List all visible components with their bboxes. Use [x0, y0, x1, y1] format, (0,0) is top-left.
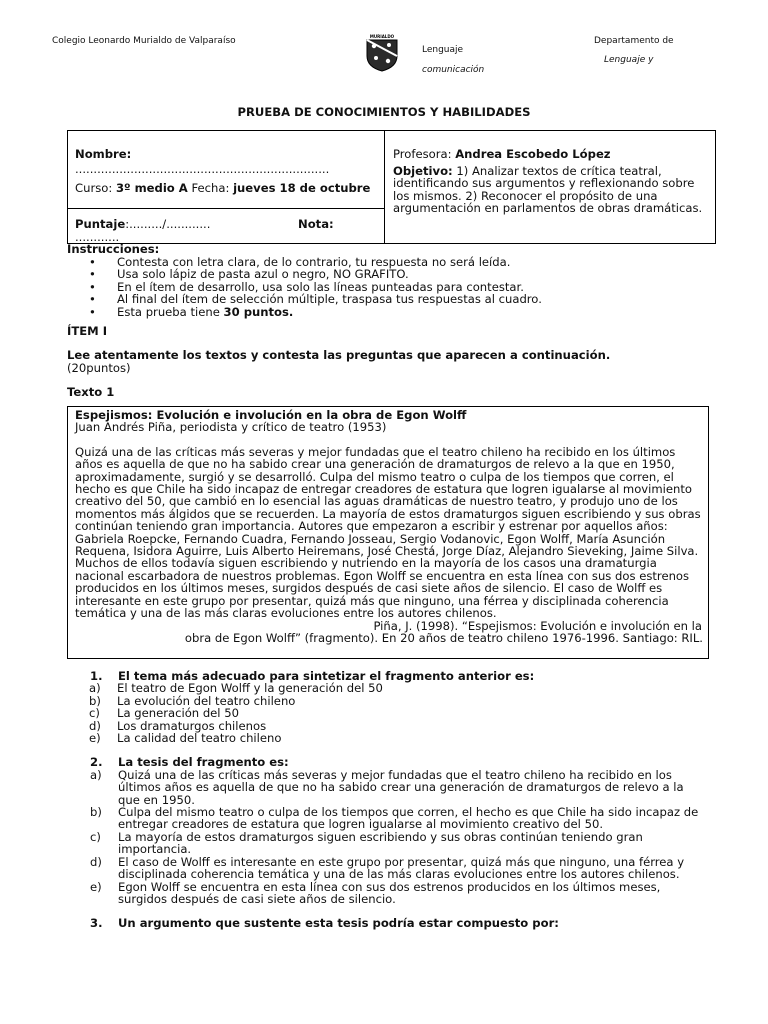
text1-body: Quizá una de las críticas más severas y mejor fundadas que el teatro chileno ha recibido en los últimos años es aquella de que no ha sabido crear una generación de dramaturgos de relevo a la que en 1950, aproximadamente, surgió y se desarrolló. Culpa del mismo teatro o culpa de los tiempos que corren, el hecho es que Chile ha sido incapaz de entregar creadores de estatura que logren igualarse al movimiento creativo del 50, que cambió en lo esencial las aguas dramáticas de nuestro teatro, y produjo uno de los momentos más álgidos que se recuerden. La mayoría de estos dramaturgos siguen escribiendo y sus obras continúan teniendo gran importancia. Autores que empezaron a escribir y estrenar por aquellos años: Gabriela Roepcke, Fernando Cuadra, Fernando Josseau, Sergio Vodanovic, Egon Wolff, María Asunción Requena, Isidora Aguirre, Luis Alberto Heiremans, José Chestá, Jorge Díaz, Alejandro Sieveking, Jaime Silva. Muchos de ellos todavía siguen escribiendo y nutriendo en la mayoría de los casos una dramaturgia nacional escarbadora de nuestros problemas. Egon Wolff se encuentra en esta línea con sus dos estrenos producidos en los últimos meses, surgidos después de casi siete años de silencio. El caso de Wolff es interesante en este grupo por presentar, quizá más que ninguno, una férrea y disciplinada coherencia temática y una de las más claras evoluciones entre los autores chilenos.: [75, 444, 701, 621]
puntaje-field[interactable]: :........./............: [125, 217, 211, 231]
fecha-label: Fecha:: [187, 181, 234, 195]
instructions-heading: Instrucciones:: [67, 242, 160, 256]
option-b[interactable]: b) Culpa del mismo teatro o culpa de los tiempos que corren, el hecho es que Chile ha sido incapaz de entregar creadores de estatura que logren igualarse al movimiento creativo del 50.: [90, 805, 699, 832]
questions: [90, 670, 700, 930]
curso-fecha: [75, 182, 375, 194]
texto-label: Texto 1: [67, 385, 115, 399]
info-divider-vertical: [384, 130, 385, 244]
profesora-name: Andrea Escobedo López: [455, 147, 611, 161]
page-title: PRUEBA DE CONOCIMIENTOS Y HABILIDADES: [237, 105, 531, 119]
shield-logo-icon: [364, 34, 400, 72]
instruction-item: • Contesta con letra clara, de lo contrario, tu respuesta no será leída.: [89, 256, 709, 268]
option-a[interactable]: a) Quizá una de las críticas más severas y mejor fundadas que el teatro chileno ha recibido en los últimos años es aquella de que no ha sabido crear una generación de dramaturgos de relevo a la que en 1950.: [90, 767, 684, 807]
nota-field[interactable]: ............: [75, 230, 120, 244]
option-e[interactable]: e) Egon Wolff se encuentra en esta línea con sus dos estrenos producidos en los últimos meses, surgidos después de casi siete años de silencio.: [90, 879, 661, 906]
text1-citation-2: obra de Egon Wolff” (fragmento). En 20 años de teatro chileno 1976-1996. Santiago: RIL.: [184, 630, 703, 645]
item-instruction: Lee atentamente los textos y contesta las preguntas que aparecen a continuación.: [67, 348, 611, 362]
objetivo: [393, 165, 711, 215]
instruction-item: • Al final del ítem de selección múltiple, traspasa tus respuestas al cuadro.: [89, 293, 709, 305]
profesora: [393, 148, 611, 160]
option-c[interactable]: c) La mayoría de estos dramaturgos siguen escribiendo y sus obras continúan teniendo gran importancia.: [90, 829, 643, 857]
option-e[interactable]: e) La calidad del teatro chileno: [89, 731, 282, 746]
school-name: Colegio Leonardo Murialdo de Valparaíso: [52, 36, 236, 46]
question-1-options: [89, 682, 700, 744]
points-pre: Esta prueba tiene: [117, 304, 224, 319]
text1-content: [75, 409, 703, 644]
profesora-label: Profesora:: [393, 147, 456, 161]
option-c[interactable]: c) La generación del 50: [89, 706, 239, 721]
question-3: [90, 917, 700, 929]
nombre-field[interactable]: .....................................................................: [75, 163, 330, 176]
logo-text: MURIALDO: [369, 34, 395, 39]
text1-citation-1: Piña, J. (1998). “Espejismos: Evolución e involución en la: [373, 618, 702, 633]
instruction-item: • Usa solo lápiz de pasta azul o negro, NO GRAFITO.: [89, 268, 709, 280]
dept-left-line2: comunicación: [422, 65, 485, 75]
item-heading: ÍTEM I: [67, 324, 108, 338]
question-1-stem: 1. El tema más adecuado para sintetizar el fragmento anterior es:: [90, 669, 535, 683]
option-d[interactable]: d) Los dramaturgos chilenos: [89, 718, 267, 733]
dept-right-line2: Lenguaje y: [604, 55, 654, 65]
curso-label: Curso:: [75, 181, 116, 195]
option-d[interactable]: d) El caso de Wolff es interesante en este grupo por presentar, quizá más que ninguno, una férrea y disciplinada coherencia temática y una de las más claras evoluciones entre los autores chilenos.: [90, 854, 685, 882]
dept-left-line1: Lenguaje: [422, 45, 464, 55]
instructions-list: [89, 256, 709, 318]
school-logo: [364, 34, 400, 72]
objetivo-text: 1) Analizar textos de crítica teatral, identificando sus argumentos y reflexionando sobre los mismos. 2) Reconocer el propósito de una argumentación en parlamentos de obras dramáticas.: [393, 164, 703, 216]
option-a[interactable]: a) El teatro de Egon Wolff y la generación del 50: [89, 681, 383, 696]
text1-title: Espejismos: Evolución e involución en la obra de Egon Wolff: [75, 408, 467, 422]
objetivo-label: Objetivo:: [393, 164, 453, 178]
item-points: (20puntos): [67, 361, 131, 375]
text1-author: Juan Andrés Piña, periodista y crítico de teatro (1953): [75, 420, 387, 435]
puntaje-label: Puntaje: [75, 217, 126, 231]
nota-label: Nota:: [298, 217, 334, 231]
curso-value: 3º medio A: [115, 181, 188, 195]
puntaje: [75, 218, 210, 230]
info-divider-horizontal: [67, 208, 385, 209]
question-2-stem: 2. La tesis del fragmento es:: [90, 755, 289, 770]
points-total: 30 puntos.: [223, 304, 294, 319]
question-1: [90, 670, 700, 744]
instruction-item: • En el ítem de desarrollo, usa solo las líneas punteadas para contestar.: [89, 281, 709, 293]
question-2: [90, 756, 700, 905]
nombre-label: Nombre:: [75, 147, 132, 161]
question-3-stem: 3. Un argumento que sustente esta tesis podría estar compuesto por:: [90, 916, 559, 931]
fecha-value: jueves 18 de octubre: [233, 181, 371, 195]
question-2-options: [90, 769, 700, 905]
option-b[interactable]: b) La evolución del teatro chileno: [89, 693, 296, 708]
instruction-item: [89, 306, 709, 318]
dept-right-line1: Departamento de: [594, 36, 674, 46]
